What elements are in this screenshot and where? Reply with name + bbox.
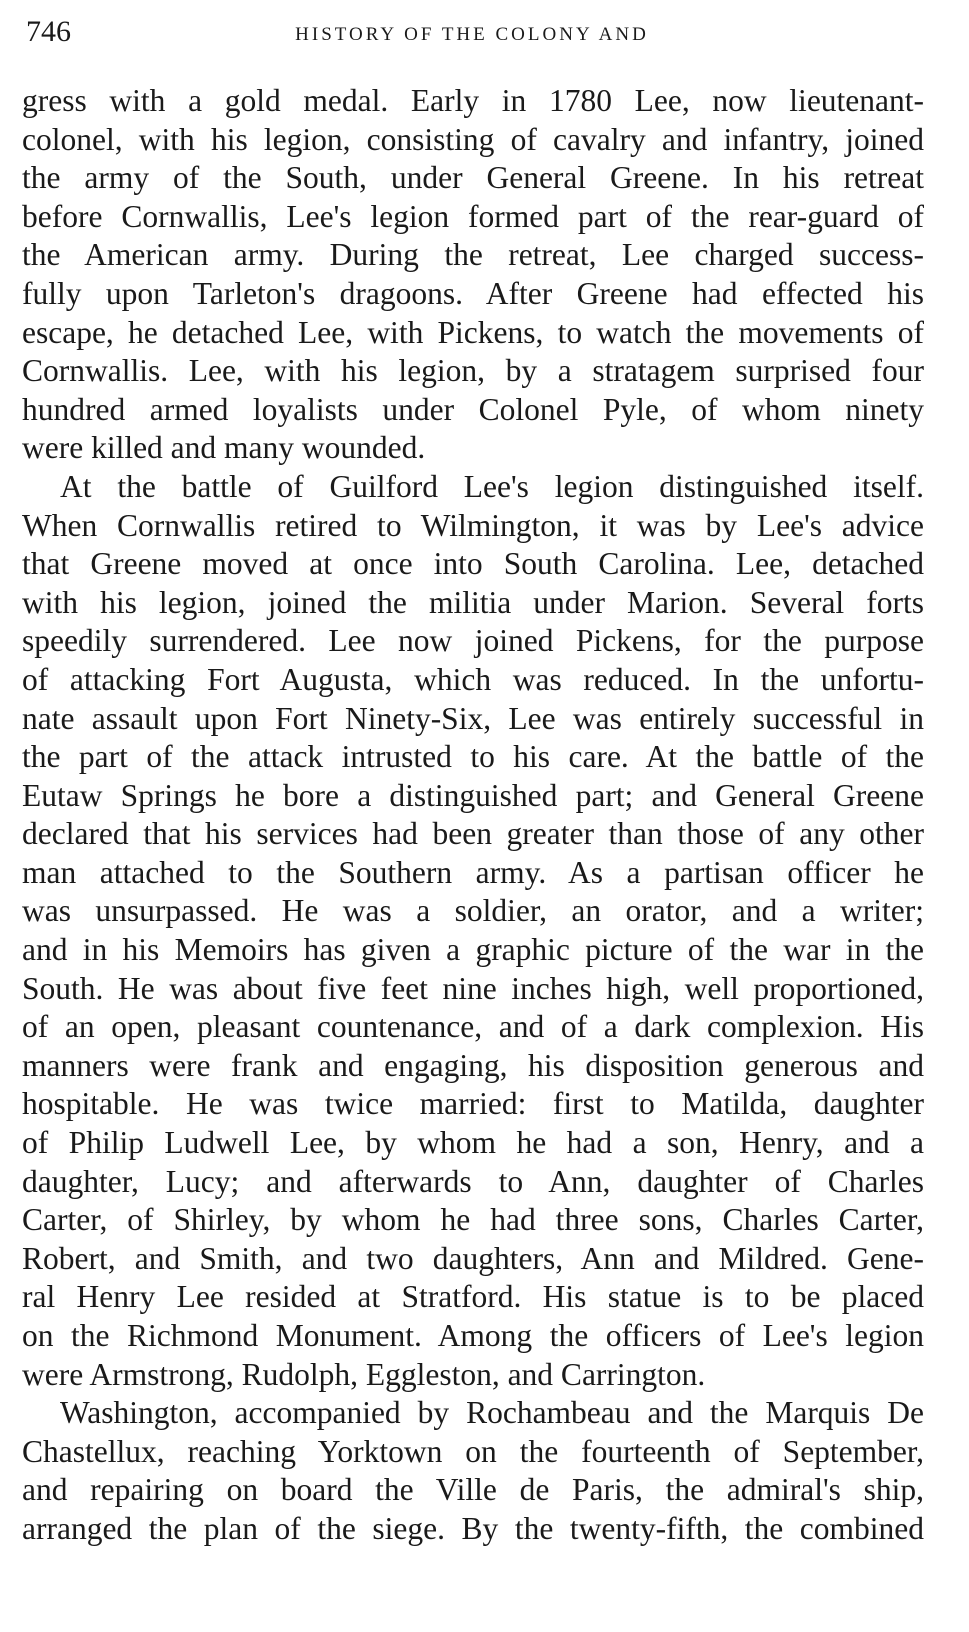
text-line: hospitable. He was twice married: first to Matilda, daughter: [22, 1086, 924, 1122]
page-header: [22, 14, 922, 54]
text-line: escape, he detached Lee, with Pickens, to watch the movements of: [22, 314, 924, 350]
page-number: 746: [26, 15, 71, 48]
text-line: Washington, accompanied by Rochambeau and the Marquis De: [60, 1395, 924, 1431]
text-line: fully upon Tarleton's dragoons. After Greene had effected his: [22, 275, 924, 311]
text-line: of attacking Fort Augusta, which was reduced. In the unfortu-: [22, 661, 924, 697]
running-head: HISTORY OF THE COLONY AND: [295, 24, 649, 45]
text-line: the American army. During the retreat, Lee charged success-: [22, 237, 924, 273]
text-line: with his legion, joined the militia under Marion. Several forts: [22, 584, 924, 620]
text-line: the part of the attack intrusted to his care. At the battle of the: [22, 739, 924, 775]
text-line: man attached to the Southern army. As a partisan officer he: [22, 854, 924, 890]
text-line: the army of the South, under General Greene. In his retreat: [22, 160, 924, 196]
text-line: of an open, pleasant countenance, and of a dark complexion. His: [22, 1009, 924, 1045]
text-line: Cornwallis. Lee, with his legion, by a stratagem surprised four: [22, 353, 924, 389]
text-line: gress with a gold medal. Early in 1780 Lee, now lieutenant-: [22, 83, 924, 118]
text-line: South. He was about five feet nine inches high, well proportioned,: [22, 970, 924, 1006]
text-line: arranged the plan of the siege. By the twenty-fifth, the combined: [22, 1510, 924, 1546]
text-line: were killed and many wounded.: [22, 430, 426, 466]
text-line: of Philip Ludwell Lee, by whom he had a son, Henry, and a: [22, 1125, 924, 1161]
paragraph: [22, 1394, 924, 1548]
text-line: speedily surrendered. Lee now joined Pickens, for the purpose: [22, 623, 924, 659]
text-line: manners were frank and engaging, his disposition generous and: [22, 1047, 924, 1083]
text-line: and repairing on board the Ville de Paris, the admiral's ship,: [22, 1472, 924, 1508]
paragraph: [22, 82, 924, 468]
text-line: and in his Memoirs has given a graphic picture of the war in the: [22, 932, 924, 968]
text-line: Robert, and Smith, and two daughters, Ann and Mildred. Gene-: [22, 1240, 924, 1276]
text-line: daughter, Lucy; and afterwards to Ann, daughter of Charles: [22, 1163, 924, 1199]
text-line: When Cornwallis retired to Wilmington, it was by Lee's advice: [22, 507, 924, 543]
paragraph: [22, 468, 924, 1394]
text-line: was unsurpassed. He was a soldier, an orator, and a writer;: [22, 893, 924, 929]
text-line: colonel, with his legion, consisting of cavalry and infantry, joined: [22, 121, 924, 157]
text-line: hundred armed loyalists under Colonel Pyle, of whom ninety: [22, 391, 924, 427]
text-line: ral Henry Lee resided at Stratford. His statue is to be placed: [22, 1279, 924, 1315]
text-line: nate assault upon Fort Ninety-Six, Lee was entirely successful in: [22, 700, 924, 736]
text-line: declared that his services had been greater than those of any other: [22, 816, 924, 852]
text-line: that Greene moved at once into South Carolina. Lee, detached: [22, 546, 924, 582]
text-line: At the battle of Guilford Lee's legion distinguished itself.: [60, 468, 924, 504]
body-text: [22, 82, 924, 1549]
text-line: on the Richmond Monument. Among the officers of Lee's legion: [22, 1318, 924, 1353]
text-line: were Armstrong, Rudolph, Eggleston, and Carrington.: [22, 1356, 706, 1392]
text-line: before Cornwallis, Lee's legion formed part of the rear-guard of: [22, 198, 924, 234]
text-line: Carter, of Shirley, by whom he had three sons, Charles Carter,: [22, 1202, 924, 1238]
text-line: Eutaw Springs he bore a distinguished part; and General Greene: [22, 777, 924, 813]
text-line: Chastellux, reaching Yorktown on the fourteenth of September,: [22, 1433, 924, 1469]
